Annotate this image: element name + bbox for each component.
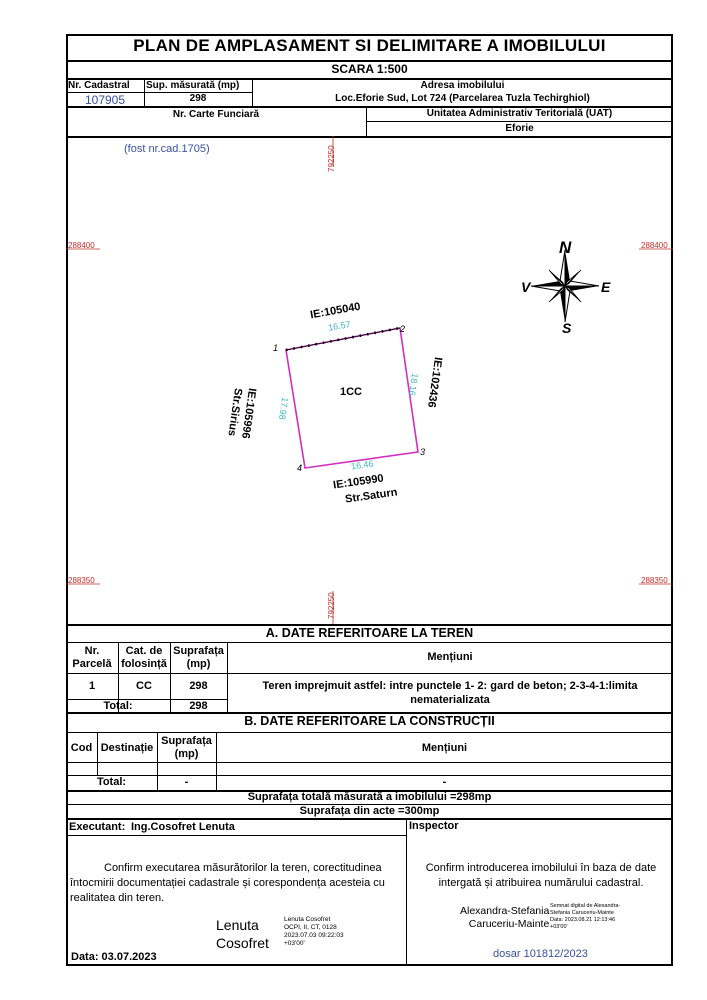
nr-cadastral-value: 107905	[84, 93, 126, 107]
row-nr: 1	[88, 680, 96, 692]
executant-label: Executant:	[69, 821, 126, 833]
grid-label-bottom: 792250	[327, 592, 336, 619]
compass-s: S	[562, 320, 572, 336]
compass-e: E	[601, 279, 611, 295]
scale-label: SCARA 1:500	[331, 62, 408, 76]
col-nr-parcela: Nr. Parcelă	[72, 645, 112, 670]
point-2: 2	[400, 324, 406, 334]
teren-total-value: 298	[189, 700, 208, 712]
len-east: 18.16	[406, 372, 420, 397]
point-3: 3	[420, 447, 426, 457]
col-mentiuni: Mențiuni	[427, 651, 473, 663]
document-title: PLAN DE AMPLASAMENT SI DELIMITARE A IMOBILULUI	[133, 36, 606, 55]
fost-cadastral-note: (fost nr.cad.1705)	[124, 143, 210, 155]
constr-total-mentiuni: -	[442, 776, 447, 788]
ie-north-label: IE:105040	[309, 300, 362, 322]
adresa-value: Loc.Eforie Sud, Lot 724 (Parcelarea Tuzla Techirghiol)	[335, 93, 590, 104]
executant-text: Confirm executarea măsurătorilor la teren, corectitudinea întocmirii documentației cadastrale și corespondența acesteia cu realitatea din teren.	[70, 862, 385, 904]
teren-total-label: Total:	[103, 700, 133, 712]
compass-v: V	[521, 279, 531, 295]
grid-label-top: 792250	[327, 145, 336, 172]
sup-value: 298	[189, 93, 207, 104]
row-mentiuni: Teren imprejmuit astfel: intre punctele 1- 2: gard de beton; 2-3-4-1:limita nematerializata	[262, 680, 638, 706]
executant-signature-details: Lenuta Cosofret OCPI, II, CT, 0128 2023.07.03 09:22:03 +03'00'	[284, 916, 344, 947]
compass-n: N	[559, 238, 572, 257]
col-suprafata: Suprafața (mp)	[173, 645, 224, 670]
len-west: 17.98	[276, 396, 290, 421]
inspector-label: Inspector	[409, 820, 459, 832]
section-b-title: B. DATE REFERITOARE LA CONSTRUCȚII	[244, 714, 495, 728]
col-cod: Cod	[70, 742, 93, 754]
section-a-title: A. DATE REFERITOARE LA TEREN	[265, 626, 474, 640]
uat-label: Unitatea Administrativ Teritorială (UAT)	[426, 108, 613, 119]
ie-south-label: IE:105990	[332, 472, 385, 492]
str-south-label: Str.Saturn	[344, 486, 399, 506]
concrete-fence-base	[286, 328, 400, 350]
ie-east-label: IE:102436	[425, 356, 444, 409]
len-north: 16.57	[327, 319, 352, 333]
inspector-signature-name: Alexandra-Stefania Caruceriu-Mainte	[460, 905, 550, 930]
grid-label-left-bottom: 288350	[68, 576, 95, 585]
adresa-label: Adresa imobilului	[420, 80, 505, 91]
constr-total-value: -	[184, 776, 189, 788]
len-south: 16.46	[350, 458, 375, 472]
constr-total-label: Total:	[96, 776, 127, 788]
executant-name: Ing.Cosofret Lenuta	[131, 821, 235, 833]
dosar-number: dosar 101812/2023	[493, 948, 588, 960]
uat-value: Eforie	[505, 123, 534, 134]
col-suprafata-constr: Suprafața (mp)	[161, 735, 212, 760]
summary-acte: Suprafața din acte =300mp	[299, 805, 440, 817]
summary-total: Suprafața totală măsurată a imobilului =298mp	[247, 791, 492, 803]
row-cat: CC	[136, 680, 152, 692]
point-1: 1	[273, 343, 279, 353]
grid-label-right-top: 288400	[641, 241, 668, 250]
col-cat-folosinta: Cat. de folosință	[121, 645, 167, 670]
grid-label-left-top: 288400	[68, 241, 95, 250]
carte-funciara-label: Nr. Carte Funciară	[172, 109, 260, 120]
point-4: 4	[297, 463, 303, 473]
plan-drawing	[66, 136, 673, 624]
row-suprafata: 298	[189, 680, 208, 692]
compass-rose-icon	[531, 250, 599, 322]
inspector-signature-details: Semnat digital de Alexandra- Stefania Caruceriu-Mainte Data: 2023.08.21 12:13:46 +03'00'	[550, 903, 621, 930]
nr-cadastral-label: Nr. Cadastral	[68, 80, 130, 91]
parcel-label: 1CC	[340, 386, 363, 398]
executant-date: Data: 03.07.2023	[71, 951, 157, 963]
col-mentiuni-constr: Mențiuni	[421, 742, 468, 754]
ie-west-label: IE:105996	[239, 387, 258, 440]
inspector-text: Confirm introducerea imobilului în baza de date intergată și atribuirea numărului cadastral.	[425, 862, 657, 889]
sup-label: Sup. măsurată (mp)	[146, 80, 240, 91]
executant-signature-name: Lenuta Cosofret	[216, 917, 269, 951]
grid-label-right-bottom: 288350	[641, 576, 668, 585]
col-destinatie: Destinație	[100, 742, 154, 754]
str-west-label: Str.Sirius	[225, 387, 244, 437]
parcel-boundary	[286, 328, 418, 468]
